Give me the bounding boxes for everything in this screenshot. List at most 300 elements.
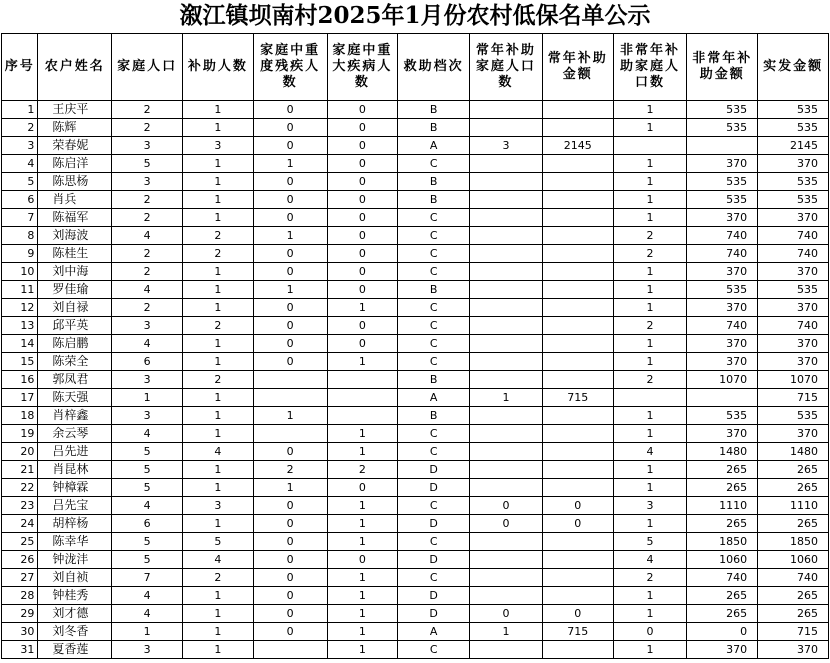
cell-family-size: 2 xyxy=(112,191,183,209)
cell-illness-count: 1 xyxy=(327,299,398,317)
cell-family-size: 3 xyxy=(112,371,183,389)
cell-regular-amount xyxy=(542,299,613,317)
cell-regular-amount xyxy=(542,173,613,191)
cell-seq: 4 xyxy=(2,155,38,173)
cell-disabled-count: 1 xyxy=(253,407,327,425)
cell-aided-count: 2 xyxy=(182,371,253,389)
cell-regular-amount: 715 xyxy=(542,389,613,407)
cell-disabled-count: 1 xyxy=(253,479,327,497)
cell-family-size: 4 xyxy=(112,425,183,443)
cell-nonregular-amount: 1110 xyxy=(687,497,758,515)
cell-nonregular-people: 1 xyxy=(613,263,687,281)
cell-aided-count: 2 xyxy=(182,245,253,263)
cell-aided-count: 1 xyxy=(182,209,253,227)
cell-aid-level: C xyxy=(398,425,470,443)
cell-total-amount: 370 xyxy=(758,425,829,443)
table-row xyxy=(2,569,829,587)
header-row xyxy=(2,34,829,101)
cell-name: 陈思杨 xyxy=(38,173,112,191)
cell-disabled-count: 0 xyxy=(253,605,327,623)
cell-illness-count: 0 xyxy=(327,317,398,335)
cell-seq: 22 xyxy=(2,479,38,497)
cell-aided-count: 1 xyxy=(182,425,253,443)
cell-aid-level: C xyxy=(398,263,470,281)
cell-regular-people xyxy=(470,281,543,299)
cell-name: 钟泷沣 xyxy=(38,551,112,569)
cell-disabled-count: 0 xyxy=(253,533,327,551)
cell-aid-level: D xyxy=(398,515,470,533)
cell-nonregular-people: 1 xyxy=(613,155,687,173)
cell-seq: 10 xyxy=(2,263,38,281)
cell-nonregular-people: 1 xyxy=(613,209,687,227)
cell-regular-people xyxy=(470,407,543,425)
cell-aid-level: C xyxy=(398,533,470,551)
cell-aid-level: D xyxy=(398,587,470,605)
cell-regular-people: 3 xyxy=(470,137,543,155)
table-row xyxy=(2,173,829,191)
cell-aided-count: 1 xyxy=(182,173,253,191)
cell-seq: 30 xyxy=(2,623,38,641)
cell-regular-people xyxy=(470,317,543,335)
cell-aided-count: 2 xyxy=(182,227,253,245)
cell-seq: 7 xyxy=(2,209,38,227)
cell-aid-level: C xyxy=(398,335,470,353)
cell-aided-count: 1 xyxy=(182,281,253,299)
cell-nonregular-amount: 535 xyxy=(687,173,758,191)
cell-nonregular-amount: 1850 xyxy=(687,533,758,551)
cell-aid-level: D xyxy=(398,605,470,623)
cell-name: 肖梓鑫 xyxy=(38,407,112,425)
cell-name: 吕先宝 xyxy=(38,497,112,515)
cell-nonregular-amount: 370 xyxy=(687,263,758,281)
cell-total-amount: 1480 xyxy=(758,443,829,461)
cell-regular-amount: 0 xyxy=(542,515,613,533)
cell-total-amount: 265 xyxy=(758,605,829,623)
cell-regular-amount xyxy=(542,461,613,479)
cell-regular-amount xyxy=(542,407,613,425)
cell-nonregular-amount: 370 xyxy=(687,209,758,227)
cell-name: 钟桂秀 xyxy=(38,587,112,605)
cell-total-amount: 2145 xyxy=(758,137,829,155)
cell-total-amount: 1060 xyxy=(758,551,829,569)
cell-aided-count: 1 xyxy=(182,335,253,353)
cell-regular-amount xyxy=(542,641,613,659)
table-row xyxy=(2,605,829,623)
cell-disabled-count: 0 xyxy=(253,101,327,119)
cell-illness-count: 0 xyxy=(327,479,398,497)
cell-regular-amount xyxy=(542,281,613,299)
table-row xyxy=(2,479,829,497)
cell-aid-level: C xyxy=(398,443,470,461)
cell-name: 刘中海 xyxy=(38,263,112,281)
cell-family-size: 5 xyxy=(112,155,183,173)
cell-name: 荣春妮 xyxy=(38,137,112,155)
cell-nonregular-people: 1 xyxy=(613,407,687,425)
cell-regular-amount xyxy=(542,353,613,371)
cell-total-amount: 1070 xyxy=(758,371,829,389)
cell-name: 王庆平 xyxy=(38,101,112,119)
cell-disabled-count: 0 xyxy=(253,353,327,371)
table-row xyxy=(2,191,829,209)
cell-aid-level: B xyxy=(398,173,470,191)
cell-total-amount: 370 xyxy=(758,641,829,659)
cell-disabled-count: 0 xyxy=(253,173,327,191)
cell-seq: 23 xyxy=(2,497,38,515)
cell-disabled-count: 0 xyxy=(253,209,327,227)
cell-aided-count: 1 xyxy=(182,641,253,659)
cell-regular-people xyxy=(470,299,543,317)
cell-aided-count: 1 xyxy=(182,101,253,119)
cell-family-size: 2 xyxy=(112,209,183,227)
cell-regular-amount xyxy=(542,317,613,335)
table-row xyxy=(2,281,829,299)
cell-nonregular-amount: 370 xyxy=(687,641,758,659)
cell-family-size: 7 xyxy=(112,569,183,587)
cell-nonregular-amount: 370 xyxy=(687,299,758,317)
cell-disabled-count: 0 xyxy=(253,569,327,587)
cell-regular-amount xyxy=(542,263,613,281)
cell-disabled-count: 0 xyxy=(253,263,327,281)
cell-aid-level: C xyxy=(398,299,470,317)
cell-nonregular-people: 2 xyxy=(613,371,687,389)
cell-aided-count: 1 xyxy=(182,119,253,137)
cell-regular-people xyxy=(470,155,543,173)
table-row xyxy=(2,119,829,137)
cell-regular-amount xyxy=(542,119,613,137)
cell-disabled-count: 0 xyxy=(253,137,327,155)
cell-family-size: 3 xyxy=(112,137,183,155)
table-row xyxy=(2,515,829,533)
cell-seq: 6 xyxy=(2,191,38,209)
cell-total-amount: 715 xyxy=(758,623,829,641)
cell-total-amount: 740 xyxy=(758,245,829,263)
cell-regular-people xyxy=(470,335,543,353)
cell-seq: 17 xyxy=(2,389,38,407)
cell-family-size: 6 xyxy=(112,353,183,371)
cell-aided-count: 1 xyxy=(182,515,253,533)
cell-seq: 29 xyxy=(2,605,38,623)
cell-family-size: 5 xyxy=(112,461,183,479)
header-regular-amount: 常年补助金额 xyxy=(542,34,613,101)
cell-illness-count: 0 xyxy=(327,155,398,173)
table-row xyxy=(2,425,829,443)
cell-aid-level: C xyxy=(398,227,470,245)
cell-regular-amount xyxy=(542,245,613,263)
cell-aided-count: 1 xyxy=(182,299,253,317)
cell-name: 余云琴 xyxy=(38,425,112,443)
cell-nonregular-people: 1 xyxy=(613,191,687,209)
cell-aid-level: B xyxy=(398,101,470,119)
cell-seq: 1 xyxy=(2,101,38,119)
cell-aid-level: C xyxy=(398,155,470,173)
cell-nonregular-people: 2 xyxy=(613,245,687,263)
cell-total-amount: 370 xyxy=(758,299,829,317)
cell-aid-level: B xyxy=(398,119,470,137)
cell-family-size: 2 xyxy=(112,119,183,137)
cell-regular-people xyxy=(470,263,543,281)
cell-seq: 8 xyxy=(2,227,38,245)
cell-seq: 27 xyxy=(2,569,38,587)
cell-regular-people xyxy=(470,443,543,461)
cell-aid-level: B xyxy=(398,191,470,209)
cell-family-size: 5 xyxy=(112,533,183,551)
cell-aided-count: 1 xyxy=(182,263,253,281)
cell-illness-count: 1 xyxy=(327,425,398,443)
cell-aided-count: 1 xyxy=(182,407,253,425)
page-title: 溆江镇坝南村2025年1月份农村低保名单公示 xyxy=(179,2,651,29)
header-regular-people: 常年补助家庭人口数 xyxy=(470,34,543,101)
cell-total-amount: 370 xyxy=(758,155,829,173)
cell-aided-count: 3 xyxy=(182,497,253,515)
table-row xyxy=(2,443,829,461)
cell-disabled-count: 0 xyxy=(253,551,327,569)
cell-aided-count: 2 xyxy=(182,317,253,335)
cell-regular-amount: 2145 xyxy=(542,137,613,155)
table-row xyxy=(2,227,829,245)
cell-regular-people xyxy=(470,425,543,443)
cell-aided-count: 4 xyxy=(182,551,253,569)
cell-regular-people xyxy=(470,479,543,497)
cell-name: 陈幸华 xyxy=(38,533,112,551)
cell-name: 肖昆林 xyxy=(38,461,112,479)
cell-illness-count: 1 xyxy=(327,443,398,461)
table-row xyxy=(2,407,829,425)
table-row xyxy=(2,245,829,263)
cell-nonregular-amount: 740 xyxy=(687,569,758,587)
cell-disabled-count: 0 xyxy=(253,443,327,461)
cell-regular-amount: 0 xyxy=(542,497,613,515)
cell-family-size: 1 xyxy=(112,623,183,641)
header-nonregular-people: 非常年补助家庭人口数 xyxy=(613,34,687,101)
table-row xyxy=(2,587,829,605)
table-row xyxy=(2,335,829,353)
cell-illness-count: 0 xyxy=(327,119,398,137)
cell-aided-count: 1 xyxy=(182,155,253,173)
cell-family-size: 3 xyxy=(112,317,183,335)
cell-disabled-count: 0 xyxy=(253,245,327,263)
cell-total-amount: 1850 xyxy=(758,533,829,551)
cell-aid-level: D xyxy=(398,479,470,497)
cell-regular-people xyxy=(470,461,543,479)
cell-illness-count xyxy=(327,407,398,425)
cell-name: 刘自祯 xyxy=(38,569,112,587)
table-row xyxy=(2,551,829,569)
cell-total-amount: 535 xyxy=(758,407,829,425)
cell-regular-people xyxy=(470,191,543,209)
cell-aid-level: A xyxy=(398,623,470,641)
cell-seq: 15 xyxy=(2,353,38,371)
cell-aided-count: 1 xyxy=(182,389,253,407)
cell-aid-level: B xyxy=(398,371,470,389)
header-aided-count: 补助人数 xyxy=(182,34,253,101)
cell-regular-amount xyxy=(542,569,613,587)
cell-regular-amount xyxy=(542,443,613,461)
cell-disabled-count: 0 xyxy=(253,317,327,335)
cell-illness-count: 0 xyxy=(327,101,398,119)
cell-total-amount: 265 xyxy=(758,587,829,605)
cell-nonregular-amount: 265 xyxy=(687,461,758,479)
cell-nonregular-people: 1 xyxy=(613,461,687,479)
cell-aided-count: 4 xyxy=(182,443,253,461)
cell-family-size: 4 xyxy=(112,497,183,515)
cell-total-amount: 265 xyxy=(758,515,829,533)
cell-nonregular-amount: 1070 xyxy=(687,371,758,389)
cell-disabled-count: 0 xyxy=(253,623,327,641)
cell-disabled-count: 1 xyxy=(253,281,327,299)
table-row xyxy=(2,389,829,407)
cell-aid-level: C xyxy=(398,641,470,659)
cell-seq: 25 xyxy=(2,533,38,551)
cell-nonregular-people: 1 xyxy=(613,173,687,191)
cell-illness-count: 0 xyxy=(327,173,398,191)
cell-nonregular-people: 4 xyxy=(613,551,687,569)
cell-illness-count: 1 xyxy=(327,569,398,587)
cell-aid-level: A xyxy=(398,389,470,407)
cell-seq: 5 xyxy=(2,173,38,191)
cell-name: 胡梓杨 xyxy=(38,515,112,533)
cell-regular-amount xyxy=(542,191,613,209)
cell-nonregular-people: 1 xyxy=(613,353,687,371)
cell-regular-people: 1 xyxy=(470,623,543,641)
cell-total-amount: 1110 xyxy=(758,497,829,515)
cell-total-amount: 265 xyxy=(758,461,829,479)
header-nonregular-amount: 非常年补助金额 xyxy=(687,34,758,101)
cell-total-amount: 535 xyxy=(758,173,829,191)
cell-illness-count: 0 xyxy=(327,335,398,353)
cell-family-size: 4 xyxy=(112,605,183,623)
cell-illness-count: 0 xyxy=(327,263,398,281)
table-row xyxy=(2,155,829,173)
cell-regular-people: 0 xyxy=(470,515,543,533)
cell-regular-people xyxy=(470,551,543,569)
cell-nonregular-people: 3 xyxy=(613,497,687,515)
cell-seq: 11 xyxy=(2,281,38,299)
cell-family-size: 3 xyxy=(112,641,183,659)
cell-nonregular-people: 1 xyxy=(613,335,687,353)
cell-illness-count: 1 xyxy=(327,353,398,371)
table-body xyxy=(2,101,829,659)
cell-aided-count: 3 xyxy=(182,137,253,155)
cell-nonregular-people: 1 xyxy=(613,641,687,659)
cell-regular-people xyxy=(470,641,543,659)
cell-seq: 24 xyxy=(2,515,38,533)
cell-regular-amount xyxy=(542,479,613,497)
cell-nonregular-people: 5 xyxy=(613,533,687,551)
table-row xyxy=(2,137,829,155)
cell-regular-amount xyxy=(542,155,613,173)
cell-total-amount: 535 xyxy=(758,119,829,137)
cell-nonregular-amount: 265 xyxy=(687,479,758,497)
cell-disabled-count xyxy=(253,389,327,407)
table-row xyxy=(2,533,829,551)
cell-aided-count: 1 xyxy=(182,353,253,371)
cell-nonregular-people: 1 xyxy=(613,479,687,497)
cell-regular-people xyxy=(470,227,543,245)
cell-regular-people xyxy=(470,101,543,119)
cell-regular-people: 1 xyxy=(470,389,543,407)
cell-illness-count: 1 xyxy=(327,605,398,623)
cell-illness-count: 1 xyxy=(327,497,398,515)
cell-name: 刘海波 xyxy=(38,227,112,245)
cell-name: 夏香莲 xyxy=(38,641,112,659)
cell-total-amount: 535 xyxy=(758,191,829,209)
cell-regular-amount: 715 xyxy=(542,623,613,641)
table-row xyxy=(2,263,829,281)
cell-aid-level: D xyxy=(398,461,470,479)
cell-disabled-count: 0 xyxy=(253,335,327,353)
table-row xyxy=(2,461,829,479)
cell-illness-count xyxy=(327,371,398,389)
cell-nonregular-amount: 370 xyxy=(687,353,758,371)
cell-seq: 9 xyxy=(2,245,38,263)
cell-regular-people xyxy=(470,569,543,587)
cell-name: 邱平英 xyxy=(38,317,112,335)
cell-nonregular-people: 1 xyxy=(613,101,687,119)
cell-regular-people xyxy=(470,209,543,227)
cell-seq: 12 xyxy=(2,299,38,317)
cell-family-size: 5 xyxy=(112,551,183,569)
table-row xyxy=(2,101,829,119)
cell-seq: 2 xyxy=(2,119,38,137)
cell-regular-people xyxy=(470,119,543,137)
cell-disabled-count: 0 xyxy=(253,497,327,515)
cell-family-size: 4 xyxy=(112,335,183,353)
table-row xyxy=(2,317,829,335)
cell-aid-level: B xyxy=(398,281,470,299)
cell-name: 陈荣全 xyxy=(38,353,112,371)
cell-name: 罗佳瑜 xyxy=(38,281,112,299)
cell-family-size: 4 xyxy=(112,587,183,605)
cell-name: 吕先进 xyxy=(38,443,112,461)
cell-family-size: 2 xyxy=(112,263,183,281)
cell-regular-amount xyxy=(542,209,613,227)
cell-nonregular-people: 2 xyxy=(613,317,687,335)
cell-aided-count: 1 xyxy=(182,461,253,479)
cell-total-amount: 370 xyxy=(758,263,829,281)
cell-family-size: 5 xyxy=(112,479,183,497)
cell-illness-count xyxy=(327,389,398,407)
cell-disabled-count: 0 xyxy=(253,299,327,317)
cell-regular-people xyxy=(470,245,543,263)
cell-seq: 14 xyxy=(2,335,38,353)
cell-nonregular-amount: 1480 xyxy=(687,443,758,461)
cell-total-amount: 370 xyxy=(758,209,829,227)
cell-aid-level: C xyxy=(398,569,470,587)
cell-family-size: 2 xyxy=(112,299,183,317)
cell-aided-count: 1 xyxy=(182,191,253,209)
cell-nonregular-people: 1 xyxy=(613,119,687,137)
cell-illness-count: 1 xyxy=(327,587,398,605)
table-row xyxy=(2,299,829,317)
cell-nonregular-people: 0 xyxy=(613,623,687,641)
cell-regular-amount xyxy=(542,335,613,353)
cell-illness-count: 0 xyxy=(327,209,398,227)
cell-aid-level: C xyxy=(398,209,470,227)
header-aid-level: 救助档次 xyxy=(398,34,470,101)
cell-illness-count: 0 xyxy=(327,551,398,569)
cell-seq: 26 xyxy=(2,551,38,569)
cell-illness-count: 0 xyxy=(327,245,398,263)
cell-aided-count: 5 xyxy=(182,533,253,551)
cell-nonregular-amount: 370 xyxy=(687,155,758,173)
cell-nonregular-amount: 740 xyxy=(687,227,758,245)
cell-disabled-count xyxy=(253,425,327,443)
cell-disabled-count: 2 xyxy=(253,461,327,479)
cell-illness-count: 0 xyxy=(327,191,398,209)
cell-total-amount: 740 xyxy=(758,569,829,587)
cell-seq: 31 xyxy=(2,641,38,659)
cell-total-amount: 265 xyxy=(758,479,829,497)
